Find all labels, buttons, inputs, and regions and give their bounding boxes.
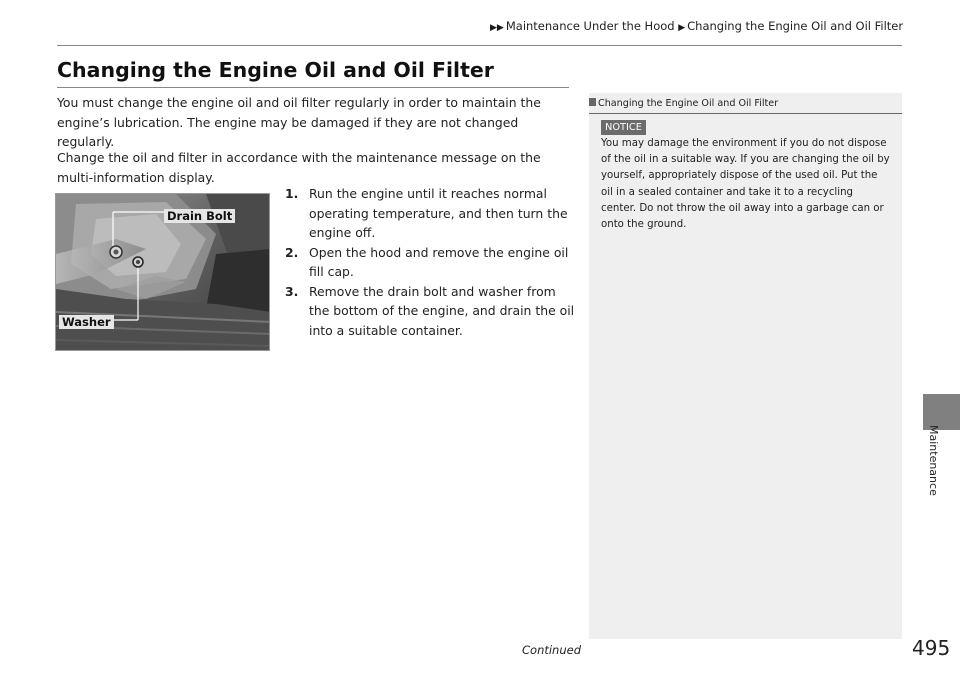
sidebar-heading-text: Changing the Engine Oil and Oil Filter [598, 98, 779, 109]
reference-marker-icon [589, 98, 596, 106]
breadcrumb [490, 19, 902, 33]
step-text: Remove the drain bolt and washer from the bottom of the engine, and drain the oil into a suitable container. [309, 283, 575, 338]
step-text: Open the hood and remove the engine oil fill cap. [309, 244, 569, 279]
section-tab-label: Maintenance [927, 425, 940, 496]
list-item [285, 243, 575, 282]
title-divider [57, 87, 569, 88]
list-item [285, 282, 575, 341]
step-number: 3. [285, 283, 299, 299]
sidebar-divider [589, 113, 902, 114]
step-text: Run the engine until it reaches normal operating temperature, and then turn the engine off. [309, 186, 568, 240]
breadcrumb-arrow-icon: ▶ [678, 23, 686, 33]
list-item [285, 184, 575, 243]
intro-paragraph: Change the oil and filter in accordance with the maintenance message on the multi-information display. [57, 150, 541, 185]
procedure-steps [285, 184, 575, 340]
step-number: 1. [285, 186, 299, 201]
intro-paragraph: You must change the engine oil and oil filter regularly in order to maintain the engine’s lubrication. The engine may be damaged if they are not changed regularly. [57, 95, 541, 149]
sidebar-heading [589, 98, 902, 109]
drain-bolt-callout: Drain Bolt [164, 209, 235, 223]
washer-callout: Washer [59, 315, 114, 329]
step-number: 2. [285, 244, 299, 260]
header-divider [57, 45, 902, 46]
page-number: 495 [912, 636, 951, 660]
breadcrumb-item[interactable]: Changing the Engine Oil and Oil Filter [687, 19, 904, 33]
notice-text: You may damage the environment if you do not dispose of the oil in a suitable way. If you are changing the oil by yourself, appropriately dispose of the used oil. Put the oil in a sealed container and take it to a recycling center. Do not throw the oil away into a garbage can or onto the ground. [601, 138, 890, 231]
breadcrumb-arrow-icon: ▶▶ [490, 23, 504, 33]
notice-badge: NOTICE [601, 120, 646, 135]
breadcrumb-item[interactable]: Maintenance Under the Hood [505, 19, 675, 33]
continued-note: Continued [522, 643, 582, 657]
page-title: Changing the Engine Oil and Oil Filter [57, 58, 494, 82]
